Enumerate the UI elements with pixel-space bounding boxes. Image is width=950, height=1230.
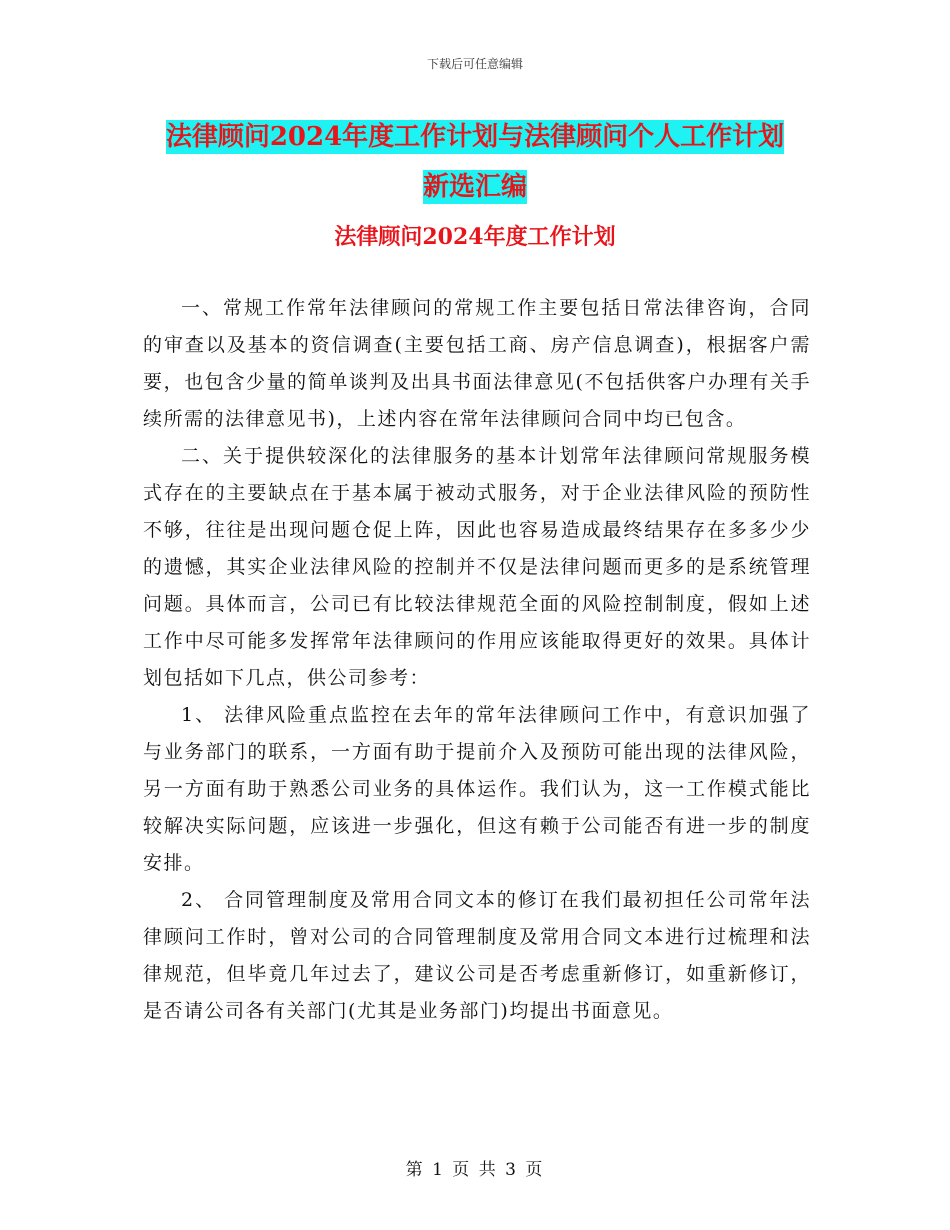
paragraph-3: 1、 法律风险重点监控在去年的常年法律顾问工作中，有意识加强了与业务部门的联系，一方面有助于提前介入及预防可能出现的法律风险，另一方面有助于熟悉公司业务的具体运作。我们认为，这一工作模式能比较解决实际问题，应该进一步强化，但这有赖于公司能否有进一步的制度安排。 xyxy=(143,704,811,874)
title-line-1: 法律顾问2024年度工作计划与法律顾问个人工作计划 xyxy=(165,122,785,152)
header-note: 下载后可任意编辑 xyxy=(426,57,523,71)
section-title: 法律顾问2024年度工作计划 xyxy=(334,224,616,250)
page-footer: 第 1 页 共 3 页 xyxy=(405,1160,545,1180)
document-body xyxy=(143,290,811,1030)
paragraph-2: 二、关于提供较深化的法律服务的基本计划常年法律顾问常规服务模式存在的主要缺点在于基本属于被动式服务，对于企业法律风险的预防性不够，往往是出现问题仓促上阵，因此也容易造成最终结果存在多多少少的遗憾，其实企业法律风险的控制并不仅是法律问题而更多的是系统管理问题。具体而言，公司已有比较法律规范全面的风险控制制度，假如上述工作中尽可能多发挥常年法律顾问的作用应该能取得更好的效果。具体计划包括如下几点，供公司参考： xyxy=(143,445,811,689)
title-line-2: 新选汇编 xyxy=(422,172,527,202)
document-title xyxy=(0,112,950,212)
paragraph-4: 2、 合同管理制度及常用合同文本的修订在我们最初担任公司常年法律顾问工作时，曾对公司的合同管理制度及常用合同文本进行过梳理和法律规范，但毕竟几年过去了，建议公司是否考虑重新修订，如重新修订，是否请公司各有关部门(尤其是业务部门)均提出书面意见。 xyxy=(143,889,811,1022)
paragraph-1: 一、常规工作常年法律顾问的常规工作主要包括日常法律咨询，合同的审查以及基本的资信调查(主要包括工商、房产信息调查)，根据客户需要，也包含少量的简单谈判及出具书面法律意见(不包括供客户办理有关手续所需的法律意见书)，上述内容在常年法律顾问合同中均已包含。 xyxy=(143,297,811,430)
